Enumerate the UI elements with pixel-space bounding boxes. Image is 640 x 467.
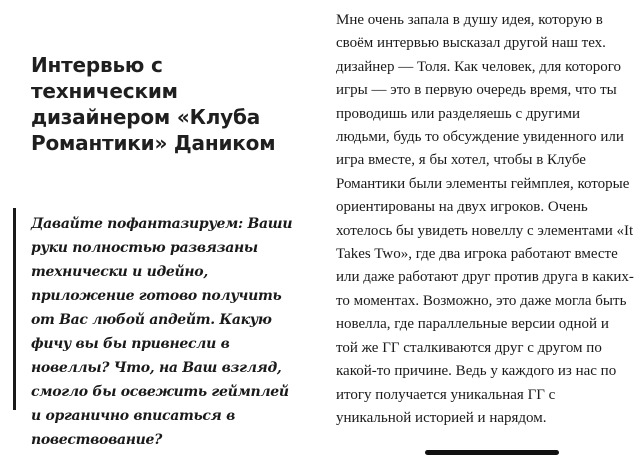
left-column (0, 0, 310, 467)
interview-question-quote (13, 208, 298, 448)
article-title: Интервью с техническим дизайнером «Клуба Романтики» Даником (31, 53, 276, 155)
interview-answer-text: Мне очень запала в душу идея, которую в своём интервью высказал другой наш тех. дизайнер — Толя. Как человек, для которого игры — это в первую очередь время, что ты проводишь или разделяешь с другими людьми, будь то обсуждение увиденного или игра вместе, я бы хотел, чтобы в Клубе Романтики были элементы геймплея, которые ориентированы на двух игроков. Очень хотелось бы увидеть новеллу с элементами «It Takes Two», где два игрока работают вместе или даже работают друг против друга в каких-то моментах. Возможно, это даже могла быть новелла, где параллельные версии одной и той же ГГ сталкиваются друг с другом по какой-то причине. Ведь у каждого из нас по итогу получается уникальная ГГ с уникальной историей и нарядом. (336, 12, 634, 426)
home-indicator[interactable] (425, 450, 559, 455)
interview-question-text: Давайте пофантазируем: Ваши руки полностью развязаны технически и идейно, приложение готово получить от Вас любой апдейт. Какую фичу вы бы привнесли в новеллы? Что, на Ваш взгляд, смогло бы освежить геймплей и органично вписаться в повествование? (31, 216, 293, 448)
right-column (336, 9, 634, 430)
